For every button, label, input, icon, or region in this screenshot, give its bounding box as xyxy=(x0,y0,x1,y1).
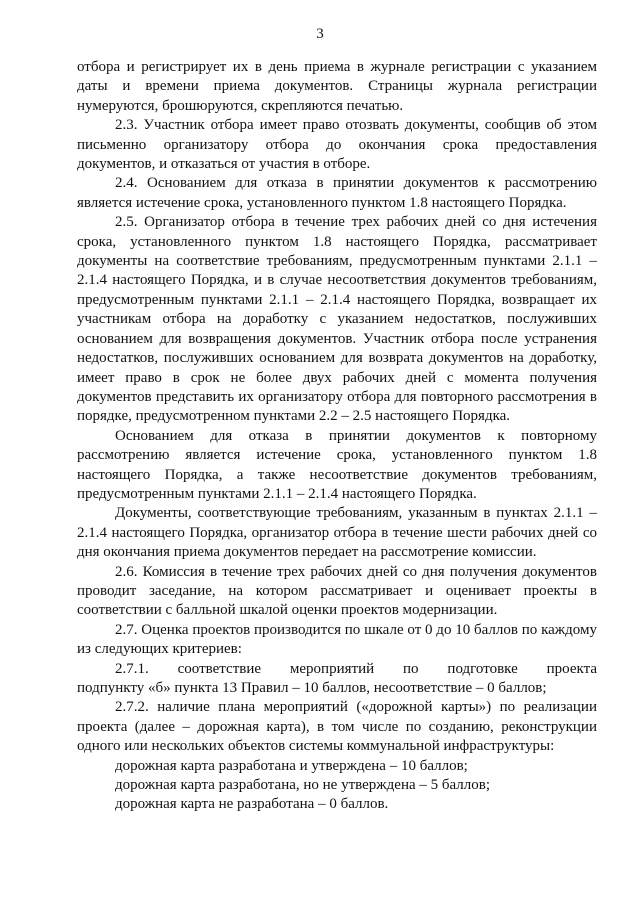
list-item-not-approved: дорожная карта разработана, но не утверждена – 5 баллов; xyxy=(115,777,491,794)
paragraph-refusal-grounds: Основанием для отказа в принятии документов к повторному рассмотрению является истечение срока, установленного пунктом 1.8 настоящего Порядка, а также несоответствие документов требованиям, предусмотренным пунктами 2.1.1 – 2.1.4 настоящего Порядка. xyxy=(77,427,597,502)
page-number: 3 xyxy=(316,26,324,42)
list-item-approved: дорожная карта разработана и утверждена – 10 баллов; xyxy=(115,757,468,774)
document-body xyxy=(77,58,597,815)
paragraph-2-7: 2.7. Оценка проектов производится по шкале от 0 до 10 баллов по каждому из следующих критериев: xyxy=(77,621,597,658)
paragraph-2-5: 2.5. Организатор отбора в течение трех рабочих дней со дня истечения срока, установленного пунктом 1.8 настоящего Порядка, рассматривает документы на соответствие требованиям, предусмотренным пунктами 2.1.1 – 2.1.4 настоящего Порядка, и в случае несоответствия документов требованиям, предусмотренным пунктами 2.1.1 – 2.1.4 настоящего Порядка, возвращает их участникам отбора на доработку с указанием недостатков, послуживших основанием для возвращения документов. Участник отбора после устранения недостатков, послуживших основанием для возврата документов на доработку, имеет право в срок не более двух рабочих дней с момента получения документов представить их организатору отбора для повторного рассмотрения в порядке, предусмотренном пунктами 2.2 – 2.5 настоящего Порядка. xyxy=(77,214,597,425)
paragraph-documents-transfer: Документы, соответствующие требованиям, указанным в пунктах 2.1.1 – 2.1.4 настоящего Порядка, организатор отбора в течение шести рабочих дней со дня окончания приема документов передает на рассмотрение комиссии. xyxy=(77,505,597,561)
paragraph-2-7-1-continuation: подпункту «б» пункта 13 Правил – 10 баллов, несоответствие – 0 баллов; xyxy=(77,680,547,696)
list-item-not-developed: дорожная карта не разработана – 0 баллов. xyxy=(115,796,389,813)
paragraph-2-7-2: 2.7.2. наличие плана мероприятий («дорожной карты») по реализации проекта (далее – дорожная карта), в том числе по созданию, реконструкции одного или нескольких объектов системы коммунальной инфраструктуры: xyxy=(77,699,597,755)
paragraph-continuation: отбора и регистрирует их в день приема в журнале регистрации с указанием даты и времени приема документов. Страницы журнала регистрации нумеруются, брошюруются, скрепляются печатью. xyxy=(77,59,597,114)
paragraph-2-3: 2.3. Участник отбора имеет право отозвать документы, сообщив об этом письменно организатору отбора до окончания срока предоставления документов, и отказаться от участия в отборе. xyxy=(77,117,597,173)
paragraph-2-6: 2.6. Комиссия в течение трех рабочих дней со дня получения документов проводит заседание, на котором рассматривает и оценивает проекты в соответствии с балльной шкалой оценки проектов модернизации. xyxy=(77,563,597,619)
paragraph-2-7-1: 2.7.1. соответствие мероприятий по подготовке проекта xyxy=(115,660,597,677)
paragraph-2-4: 2.4. Основанием для отказа в принятии документов к рассмотрению является истечение срока, установленного пунктом 1.8 настоящего Порядка. xyxy=(77,175,597,211)
